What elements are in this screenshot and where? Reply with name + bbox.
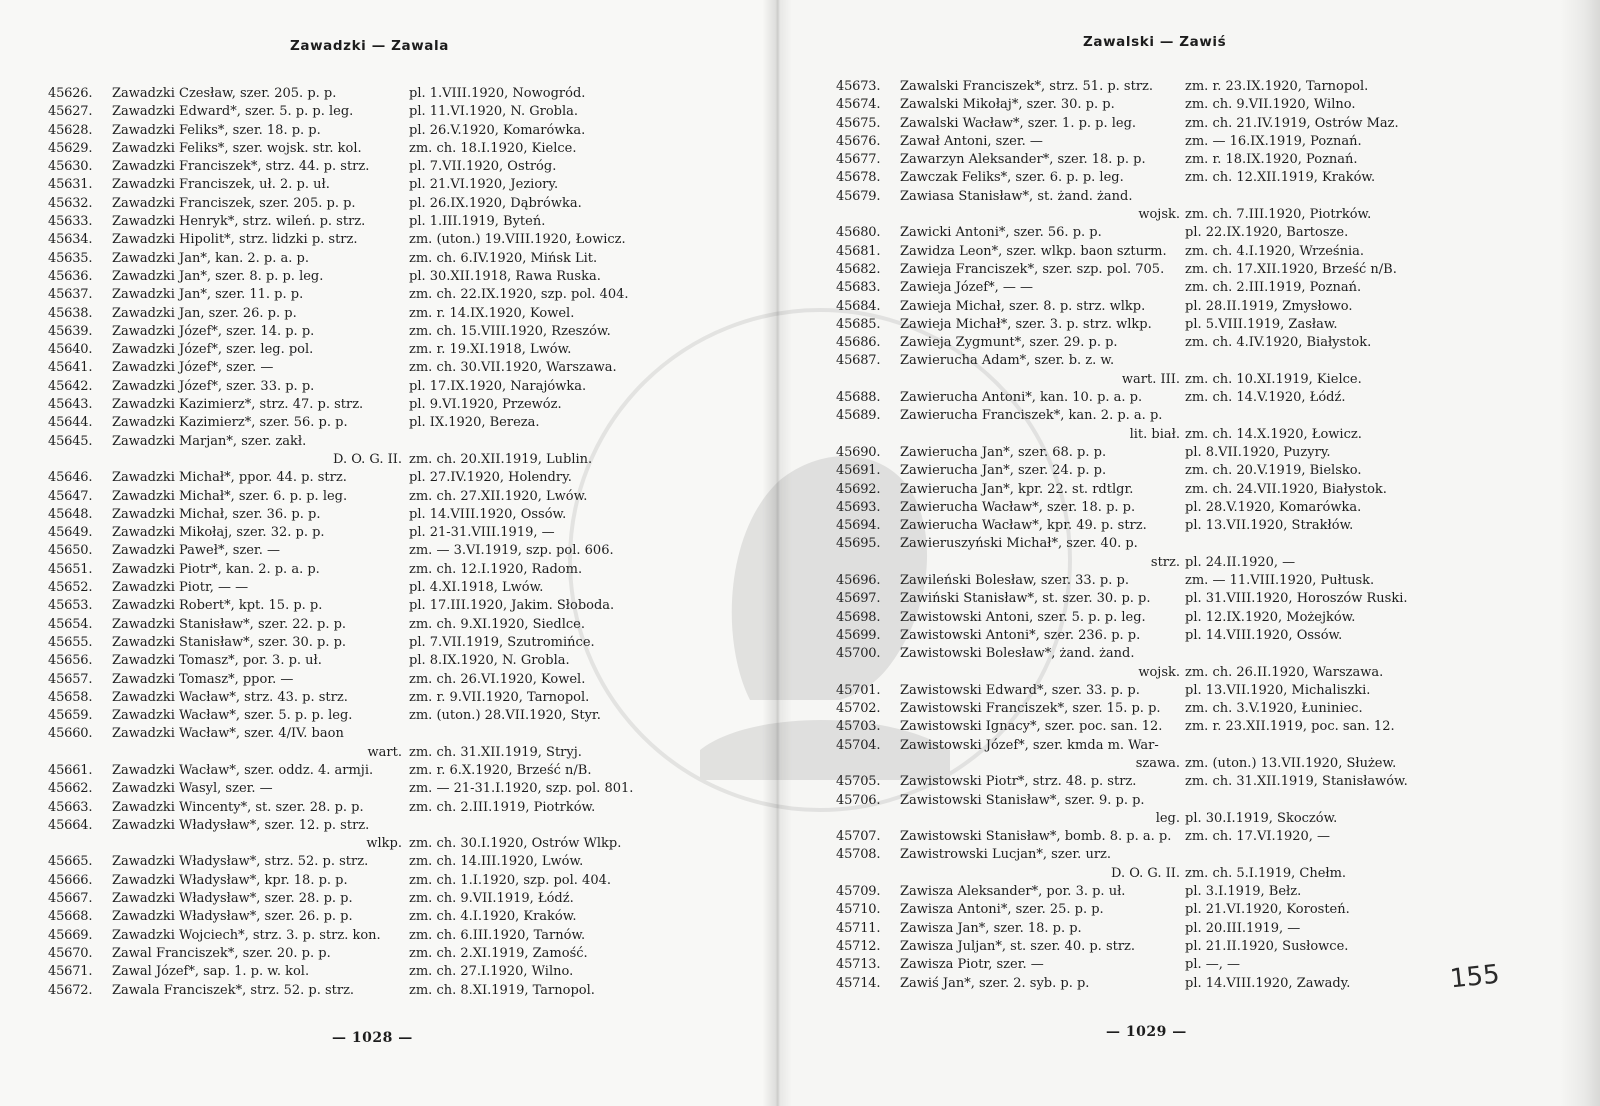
entry-name: Zawadzki Władysław*, strz. 52. p. strz. xyxy=(112,854,369,870)
page-number-left: — 1028 — xyxy=(332,1030,413,1046)
entry-number: 45647. xyxy=(48,488,93,504)
entry-fate: zm. ch. 7.III.1920, Piotrków. xyxy=(1185,207,1372,223)
entry-number: 45683. xyxy=(836,280,881,296)
entry-fate: pl. 26.V.1920, Komarówka. xyxy=(409,122,586,138)
entry-fate: zm. ch. 5.I.1919, Chełm. xyxy=(1185,865,1347,881)
entry-name: Zawistrowski Lucjan*, szer. urz. xyxy=(900,847,1112,863)
entry-number: 45714. xyxy=(836,975,881,991)
entry-fate: zm. (uton.) 28.VII.1920, Styr. xyxy=(409,708,601,724)
entry-name: Zawieja Józef*, — — xyxy=(900,280,1033,296)
entry-number: 45696. xyxy=(836,573,881,589)
entry-fate: zm. ch. 9.VII.1919, Łódź. xyxy=(409,891,574,907)
entry-name: Zawisza Aleksander*, por. 3. p. uł. xyxy=(900,884,1126,900)
entry-number: 45678. xyxy=(836,170,881,186)
entry-number: 45638. xyxy=(48,305,93,321)
entry-fate: pl. 30.XII.1918, Rawa Ruska. xyxy=(409,268,601,284)
entry-number: 45676. xyxy=(836,133,881,149)
entry-fate: zm. ch. 27.XII.1920, Lwów. xyxy=(409,488,588,504)
entry-continuation-text: D. O. G. II. xyxy=(1111,865,1180,881)
entry-fate: zm. ch. 4.IV.1920, Białystok. xyxy=(1185,335,1372,351)
entry-name: Zawadzki Jan*, szer. 11. p. p. xyxy=(112,287,304,303)
entry-number: 45706. xyxy=(836,792,881,808)
entry-fate: pl. IX.1920, Bereza. xyxy=(409,415,540,431)
entry-name: Zawadzki Paweł*, szer. — xyxy=(112,543,280,559)
entry-fate: pl. 1.VIII.1920, Nowogród. xyxy=(409,86,586,101)
entry-name: Zawieja Michał, szer. 8. p. strz. wlkp. xyxy=(900,298,1146,314)
entry-name: Zawadzki Michał*, szer. 6. p. p. leg. xyxy=(112,488,348,504)
entry-name: Zawadzki Wacław*, szer. 4/IV. baon xyxy=(112,726,344,742)
handwritten-page-stamp: 155 xyxy=(1448,959,1502,995)
entry-name: Zawierucha Antoni*, kan. 10. p. a. p. xyxy=(900,390,1143,406)
entry-number: 45677. xyxy=(836,152,881,168)
entry-number: 45664. xyxy=(48,817,93,833)
entry-number: 45670. xyxy=(48,945,93,961)
entry-fate: pl. 13.VII.1920, Michaliszki. xyxy=(1185,682,1371,698)
entry-name: Zawal Józef*, sap. 1. p. w. kol. xyxy=(112,964,310,980)
entry-number: 45681. xyxy=(836,243,881,259)
entry-fate: zm. ch. 3.V.1920, Łuniniec. xyxy=(1185,701,1363,717)
entry-continuation-text: wart. III. xyxy=(1121,371,1180,387)
entry-fate: zm. ch. 14.V.1920, Łódź. xyxy=(1185,390,1346,406)
entry-name: Zawistowski Stanisław*, szer. 9. p. p. xyxy=(900,792,1145,808)
entry-fate: zm. ch. 10.XI.1919, Kielce. xyxy=(1185,371,1362,387)
entry-number: 45698. xyxy=(836,609,881,625)
entry-name: Zawileński Bolesław, szer. 33. p. p. xyxy=(900,573,1129,589)
entry-number: 45680. xyxy=(836,225,881,241)
entry-number: 45703. xyxy=(836,719,881,735)
entry-fate: zm. r. 23.IX.1920, Tarnopol. xyxy=(1185,79,1369,94)
entry-number: 45631. xyxy=(48,177,93,193)
entry-fate: zm. — 21-31.I.1920, szp. pol. 801. xyxy=(409,781,634,797)
left-page xyxy=(0,0,778,1106)
entry-fate: zm. ch. 1.I.1920, szp. pol. 404. xyxy=(409,872,612,888)
entry-fate: pl. 31.VIII.1920, Horoszów Ruski. xyxy=(1185,591,1408,607)
entry-number: 45697. xyxy=(836,591,881,607)
entry-number: 45636. xyxy=(48,268,93,284)
entry-number: 45713. xyxy=(836,957,881,973)
entry-name: Zawalski Wacław*, szer. 1. p. p. leg. xyxy=(900,115,1137,131)
entry-fate: pl. 5.VIII.1919, Zasław. xyxy=(1185,316,1338,332)
entry-number: 45643. xyxy=(48,397,93,413)
entry-fate: pl. —, — xyxy=(1185,957,1241,973)
entry-number: 45708. xyxy=(836,847,881,863)
entry-fate: zm. ch. 15.VIII.1920, Rzeszów. xyxy=(409,323,611,339)
entry-fate: pl. 13.VII.1920, Strakłów. xyxy=(1185,518,1354,534)
entry-fate: zm. ch. 2.XI.1919, Zamość. xyxy=(409,945,588,961)
entry-name: Zawistowski Franciszek*, szer. 15. p. p. xyxy=(900,701,1161,717)
entry-number: 45684. xyxy=(836,298,881,314)
entry-number: 45644. xyxy=(48,415,93,431)
entry-name: Zawala Franciszek*, strz. 52. p. strz. xyxy=(112,982,355,998)
entry-name: Zawadzki Kazimierz*, szer. 56. p. p. xyxy=(112,415,348,431)
entry-fate: pl. 24.II.1920, — xyxy=(1185,554,1296,570)
entry-name: Zawistowski Piotr*, strz. 48. p. strz. xyxy=(900,774,1137,790)
entry-number: 45626. xyxy=(48,86,93,101)
entry-fate: zm. — 11.VIII.1920, Pułtusk. xyxy=(1185,573,1375,589)
entry-fate: zm. ch. 4.I.1920, Września. xyxy=(1185,243,1364,259)
entry-name: Zawadzki Piotr, — — xyxy=(112,580,249,596)
entry-name: Zawadzki Wasyl, szer. — xyxy=(112,781,273,797)
entry-number: 45702. xyxy=(836,701,881,717)
entry-fate: zm. ch. 20.XII.1919, Lublin. xyxy=(409,451,593,467)
entry-fate: zm. ch. 2.III.1919, Poznań. xyxy=(1185,280,1362,296)
entry-name: Zawadzki Józef*, szer. 14. p. p. xyxy=(112,323,315,339)
entry-fate: zm. r. 23.XII.1919, poc. san. 12. xyxy=(1185,719,1395,735)
entry-name: Zawadzki Stanisław*, szer. 30. p. p. xyxy=(112,634,347,650)
entry-name: Zawierucha Wacław*, szer. 18. p. p. xyxy=(900,499,1136,515)
entry-fate: pl. 21-31.VIII.1919, — xyxy=(409,525,555,541)
entry-number: 45661. xyxy=(48,762,93,778)
page-heading-right: Zawalski — Zawiś xyxy=(1083,34,1227,50)
entry-fate: zm. (uton.) 19.VIII.1920, Łowicz. xyxy=(409,232,626,248)
entry-number: 45674. xyxy=(836,97,881,113)
entry-number: 45672. xyxy=(48,982,93,998)
entry-fate: pl. 17.III.1920, Jakim. Słoboda. xyxy=(409,598,615,614)
entry-number: 45627. xyxy=(48,104,93,120)
entry-number: 45671. xyxy=(48,964,93,980)
entry-continuation-text: D. O. G. II. xyxy=(333,451,402,467)
entry-number: 45662. xyxy=(48,781,93,797)
entry-fate: zm. ch. 30.VII.1920, Warszawa. xyxy=(409,360,617,376)
entry-number: 45712. xyxy=(836,938,881,954)
entry-number: 45639. xyxy=(48,323,93,339)
entry-number: 45654. xyxy=(48,616,93,632)
entry-fate: zm. ch. 4.I.1920, Kraków. xyxy=(409,909,577,925)
entry-number: 45632. xyxy=(48,195,93,211)
entry-continuation-text: wojsk. xyxy=(1138,207,1180,223)
entry-fate: zm. r. 9.VII.1920, Tarnopol. xyxy=(409,689,590,705)
entry-fate: pl. 26.IX.1920, Dąbrówka. xyxy=(409,195,582,211)
entry-name: Zawadzki Wojciech*, strz. 3. p. strz. kon. xyxy=(112,927,381,943)
entry-continuation-text: leg. xyxy=(1155,810,1180,826)
entry-number: 45688. xyxy=(836,390,881,406)
entry-fate: pl. 21.VI.1920, Jeziory. xyxy=(409,177,559,193)
entry-number: 45657. xyxy=(48,671,93,687)
entry-continuation-text: wlkp. xyxy=(366,836,402,852)
entry-fate: zm. ch. 18.I.1920, Kielce. xyxy=(409,140,577,156)
entry-fate: zm. ch. 17.XII.1920, Brześć n/B. xyxy=(1185,261,1397,277)
entry-name: Zawadzki Władysław*, szer. 28. p. p. xyxy=(112,891,353,907)
entry-fate: zm. ch. 6.IV.1920, Mińsk Lit. xyxy=(409,250,598,266)
entry-number: 45675. xyxy=(836,115,881,131)
entry-continuation-text: wart. xyxy=(367,744,402,760)
entry-name: Zawistowski Antoni*, szer. 236. p. p. xyxy=(900,627,1141,643)
entry-number: 45679. xyxy=(836,188,881,204)
entry-name: Zawadzki Michał*, ppor. 44. p. strz. xyxy=(112,470,347,486)
entry-fate: zm. ch. 21.IV.1919, Ostrów Maz. xyxy=(1185,115,1399,131)
entry-fate: pl. 27.IV.1920, Holendry. xyxy=(409,470,572,486)
entry-number: 45663. xyxy=(48,799,93,815)
entry-number: 45667. xyxy=(48,891,93,907)
entry-name: Zawierucha Wacław*, kpr. 49. p. strz. xyxy=(900,518,1147,534)
right-page xyxy=(778,0,1600,1106)
entry-name: Zawierucha Jan*, szer. 24. p. p. xyxy=(900,463,1107,479)
entry-name: Zawadzki Tomasz*, por. 3. p. uł. xyxy=(112,653,322,669)
entry-name: Zawieja Michał*, szer. 3. p. strz. wlkp. xyxy=(900,316,1152,332)
entry-fate: pl. 11.VI.1920, N. Grobla. xyxy=(409,104,579,120)
entry-name: Zawadzki Władysław*, szer. 12. p. strz. xyxy=(112,817,370,833)
entry-name: Zawierucha Jan*, kpr. 22. st. rdtlgr. xyxy=(900,481,1134,497)
entry-fate: pl. 4.XI.1918, Lwów. xyxy=(409,580,544,596)
entry-fate: zm. ch. 26.II.1920, Warszawa. xyxy=(1185,664,1384,680)
entry-name: Zawieruszyński Michał*, szer. 40. p. xyxy=(900,536,1138,552)
entry-number: 45694. xyxy=(836,518,881,534)
entry-name: Zawadzki Michał, szer. 36. p. p. xyxy=(112,506,321,522)
entry-fate: zm. ch. 12.I.1920, Radom. xyxy=(409,561,583,577)
entry-fate: zm. ch. 17.VI.1920, — xyxy=(1185,829,1331,845)
entry-name: Zawadzki Jan*, kan. 2. p. a. p. xyxy=(112,250,309,266)
entry-number: 45692. xyxy=(836,481,881,497)
entry-number: 45673. xyxy=(836,79,881,94)
entry-number: 45705. xyxy=(836,774,881,790)
entry-name: Zawalski Mikołaj*, szer. 30. p. p. xyxy=(900,97,1115,113)
entry-name: Zawidza Leon*, szer. wlkp. baon szturm. xyxy=(900,243,1167,259)
entry-name: Zawistowski Bolesław*, żand. żand. xyxy=(900,646,1135,662)
entry-name: Zawadzki Piotr*, kan. 2. p. a. p. xyxy=(112,561,320,577)
entry-name: Zawalski Franciszek*, strz. 51. p. strz. xyxy=(900,79,1154,94)
entry-name: Zawadzki Mikołaj, szer. 32. p. p. xyxy=(112,525,325,541)
entry-number: 45641. xyxy=(48,360,93,376)
entry-number: 45652. xyxy=(48,580,93,596)
entry-fate: pl. 12.IX.1920, Możejków. xyxy=(1185,609,1356,625)
entry-fate: pl. 28.V.1920, Komarówka. xyxy=(1185,499,1362,515)
entry-name: Zawadzki Henryk*, strz. wileń. p. strz. xyxy=(112,214,366,230)
entry-continuation-text: strz. xyxy=(1150,554,1180,570)
entry-fate: pl. 7.VII.1919, Szutromińce. xyxy=(409,634,595,650)
entry-name: Zawadzki Edward*, szer. 5. p. p. leg. xyxy=(112,104,354,120)
entry-fate: pl. 21.II.1920, Susłowce. xyxy=(1185,938,1349,954)
entry-number: 45711. xyxy=(836,920,881,936)
entry-name: Zawadzki Feliks*, szer. 18. p. p. xyxy=(112,122,321,138)
entry-name: Zawierucha Franciszek*, kan. 2. p. a. p. xyxy=(900,408,1163,424)
entry-fate: pl. 7.VII.1920, Ostróg. xyxy=(409,159,557,175)
entry-fate: zm. r. 19.XI.1918, Lwów. xyxy=(409,342,572,358)
entry-name: Zawadzki Marjan*, szer. zakł. xyxy=(112,433,307,449)
entry-number: 45704. xyxy=(836,737,881,753)
entry-fate: pl. 21.VI.1920, Korosteń. xyxy=(1185,902,1350,918)
book-gutter xyxy=(762,0,792,1106)
entry-name: Zawadzki Władysław*, kpr. 18. p. p. xyxy=(112,872,348,888)
entry-number: 45695. xyxy=(836,536,881,552)
entry-name: Zawadzki Wacław*, szer. 5. p. p. leg. xyxy=(112,708,353,724)
entry-name: Zawisza Jan*, szer. 18. p. p. xyxy=(900,920,1082,936)
entry-number: 45701. xyxy=(836,682,881,698)
entry-fate: zm. ch. 30.I.1920, Ostrów Wlkp. xyxy=(409,836,622,852)
entry-number: 45640. xyxy=(48,342,93,358)
entry-number: 45682. xyxy=(836,261,881,277)
entry-number: 45700. xyxy=(836,646,881,662)
entry-number: 45707. xyxy=(836,829,881,845)
entry-number: 45629. xyxy=(48,140,93,156)
entry-name: Zawiasa Stanisław*, st. żand. żand. xyxy=(900,188,1133,204)
entry-number: 45690. xyxy=(836,444,881,460)
entry-fate: pl. 17.IX.1920, Narajówka. xyxy=(409,378,587,394)
entry-number: 45653. xyxy=(48,598,93,614)
entry-name: Zawadzki Stanisław*, szer. 22. p. p. xyxy=(112,616,347,632)
entry-name: Zawał Antoni, szer. — xyxy=(900,133,1043,149)
entry-number: 45656. xyxy=(48,653,93,669)
entry-fate: pl. 1.III.1919, Byteń. xyxy=(409,214,546,230)
page-number-right: — 1029 — xyxy=(1106,1024,1187,1040)
entry-fate: zm. r. 14.IX.1920, Kowel. xyxy=(409,305,575,321)
entry-name: Zawadzki Józef*, szer. — xyxy=(112,360,274,376)
entry-number: 45709. xyxy=(836,884,881,900)
entry-number: 45628. xyxy=(48,122,93,138)
entry-name: Zawisza Piotr, szer. — xyxy=(900,957,1044,973)
entry-number: 45686. xyxy=(836,335,881,351)
entry-number: 45699. xyxy=(836,627,881,643)
entry-fate: pl. 22.IX.1920, Bartosze. xyxy=(1185,225,1349,241)
entry-number: 45633. xyxy=(48,214,93,230)
entry-name: Zawisza Juljan*, st. szer. 40. p. strz. xyxy=(900,938,1136,954)
entry-name: Zawarzyn Aleksander*, szer. 18. p. p. xyxy=(900,152,1146,168)
entry-name: Zawadzki Wacław*, szer. oddz. 4. armji. xyxy=(112,762,374,778)
entry-fate: zm. ch. 31.XII.1919, Stryj. xyxy=(409,744,582,760)
entry-name: Zawadzki Czesław, szer. 205. p. p. xyxy=(112,86,337,101)
entry-name: Zawczak Feliks*, szer. 6. p. p. leg. xyxy=(900,170,1124,186)
entry-number: 45685. xyxy=(836,316,881,332)
entry-name: Zawadzki Franciszek, szer. 205. p. p. xyxy=(112,195,356,211)
entry-name: Zawadzki Franciszek, uł. 2. p. uł. xyxy=(112,177,330,193)
entry-fate: zm. ch. 8.XI.1919, Tarnopol. xyxy=(409,982,595,998)
entry-name: Zawadzki Wincenty*, st. szer. 28. p. p. xyxy=(112,799,364,815)
entry-number: 45666. xyxy=(48,872,93,888)
entry-name: Zawadzki Hipolit*, strz. lidzki p. strz. xyxy=(112,232,358,248)
entry-name: Zawistowski Edward*, szer. 33. p. p. xyxy=(900,682,1140,698)
entry-fate: pl. 20.III.1919, — xyxy=(1185,920,1301,936)
entry-name: Zawadzki Józef*, szer. 33. p. p. xyxy=(112,378,315,394)
entry-number: 45635. xyxy=(48,250,93,266)
entry-fate: pl. 8.IX.1920, N. Grobla. xyxy=(409,653,570,669)
entry-number: 45655. xyxy=(48,634,93,650)
entry-name: Zawadzki Tomasz*, ppor. — xyxy=(112,671,294,687)
entry-name: Zawadzki Jan*, szer. 8. p. p. leg. xyxy=(112,268,324,284)
entry-number: 45658. xyxy=(48,689,93,705)
entry-number: 45642. xyxy=(48,378,93,394)
entry-name: Zawierucha Adam*, szer. b. z. w. xyxy=(900,353,1115,369)
entry-number: 45710. xyxy=(836,902,881,918)
entry-number: 45650. xyxy=(48,543,93,559)
entry-number: 45691. xyxy=(836,463,881,479)
entry-fate: zm. ch. 12.XII.1919, Kraków. xyxy=(1185,170,1376,186)
entry-number: 45649. xyxy=(48,525,93,541)
entry-fate: zm. ch. 27.I.1920, Wilno. xyxy=(409,964,574,980)
entry-number: 45669. xyxy=(48,927,93,943)
entry-name: Zawadzki Józef*, szer. leg. pol. xyxy=(112,342,314,358)
entry-fate: zm. ch. 9.XI.1920, Siedlce. xyxy=(409,616,585,632)
entry-number: 45689. xyxy=(836,408,881,424)
entry-name: Zawistowski Józef*, szer. kmda m. War- xyxy=(900,737,1159,753)
entry-fate: pl. 28.II.1919, Zmysłowo. xyxy=(1185,298,1353,314)
entry-name: Zawiś Jan*, szer. 2. syb. p. p. xyxy=(900,975,1090,991)
entry-fate: zm. ch. 24.VII.1920, Białystok. xyxy=(1185,481,1387,497)
entry-fate: zm. — 3.VI.1919, szp. pol. 606. xyxy=(409,543,614,559)
entry-fate: zm. ch. 22.IX.1920, szp. pol. 404. xyxy=(409,287,629,303)
entry-continuation-text: lit. biał. xyxy=(1129,426,1180,442)
entry-fate: zm. (uton.) 13.VII.1920, Służew. xyxy=(1185,755,1397,771)
entry-name: Zawistowski Ignacy*, szer. poc. san. 12. xyxy=(900,719,1163,735)
entry-name: Zawisza Antoni*, szer. 25. p. p. xyxy=(900,902,1104,918)
entry-number: 45668. xyxy=(48,909,93,925)
page-edge-shadow xyxy=(1560,0,1600,1106)
entry-fate: pl. 3.I.1919, Bełz. xyxy=(1185,884,1302,900)
entry-name: Zawadzki Robert*, kpt. 15. p. p. xyxy=(112,598,323,614)
entry-name: Zawadzki Wacław*, strz. 43. p. strz. xyxy=(112,689,348,705)
entry-number: 45648. xyxy=(48,506,93,522)
entry-fate: pl. 9.VI.1920, Przewóz. xyxy=(409,397,562,413)
entry-name: Zawiński Stanisław*, st. szer. 30. p. p. xyxy=(900,591,1151,607)
entry-fate: zm. ch. 2.III.1919, Piotrków. xyxy=(409,799,596,815)
entry-name: Zawistowski Antoni, szer. 5. p. p. leg. xyxy=(900,609,1146,625)
entry-name: Zawistowski Stanisław*, bomb. 8. p. a. p. xyxy=(900,829,1172,845)
entry-number: 45665. xyxy=(48,854,93,870)
entry-fate: zm. ch. 31.XII.1919, Stanisławów. xyxy=(1185,774,1408,790)
entry-name: Zawieja Franciszek*, szer. szp. pol. 705. xyxy=(900,261,1165,277)
entry-fate: pl. 8.VII.1920, Puzyry. xyxy=(1185,444,1331,460)
entry-number: 45693. xyxy=(836,499,881,515)
entry-fate: zm. r. 18.IX.1920, Poznań. xyxy=(1185,152,1358,168)
entry-number: 45630. xyxy=(48,159,93,175)
entry-number: 45645. xyxy=(48,433,93,449)
entry-name: Zawicki Antoni*, szer. 56. p. p. xyxy=(900,225,1102,241)
entry-number: 45651. xyxy=(48,561,93,577)
entry-fate: zm. ch. 9.VII.1920, Wilno. xyxy=(1185,97,1356,113)
entry-fate: zm. ch. 20.V.1919, Bielsko. xyxy=(1185,463,1362,479)
entry-name: Zawierucha Jan*, szer. 68. p. p. xyxy=(900,444,1107,460)
entry-name: Zawadzki Jan, szer. 26. p. p. xyxy=(112,305,297,321)
entry-fate: zm. ch. 26.VI.1920, Kowel. xyxy=(409,671,586,687)
entry-number: 45637. xyxy=(48,287,93,303)
entry-fate: pl. 14.VIII.1920, Ossów. xyxy=(409,506,567,522)
entry-name: Zawal Franciszek*, szer. 20. p. p. xyxy=(112,945,331,961)
entry-name: Zawadzki Feliks*, szer. wojsk. str. kol. xyxy=(112,140,362,156)
entry-fate: zm. — 16.IX.1919, Poznań. xyxy=(1185,133,1362,149)
entry-fate: zm. ch. 6.III.1920, Tarnów. xyxy=(409,927,586,943)
entry-fate: zm. r. 6.X.1920, Brześć n/B. xyxy=(409,762,592,778)
entry-name: Zawadzki Franciszek*, strz. 44. p. strz. xyxy=(112,159,370,175)
page-heading-left: Zawadzki — Zawala xyxy=(290,38,449,54)
entry-continuation-text: wojsk. xyxy=(1138,664,1180,680)
entry-fate: zm. ch. 14.X.1920, Łowicz. xyxy=(1185,426,1362,442)
entry-name: Zawadzki Kazimierz*, strz. 47. p. strz. xyxy=(112,397,364,413)
entry-number: 45687. xyxy=(836,353,881,369)
entry-number: 45660. xyxy=(48,726,93,742)
entry-number: 45659. xyxy=(48,708,93,724)
entry-name: Zawadzki Władysław*, szer. 26. p. p. xyxy=(112,909,353,925)
entry-fate: zm. ch. 14.III.1920, Lwów. xyxy=(409,854,584,870)
entry-continuation-text: szawa. xyxy=(1135,755,1180,771)
entry-fate: pl. 30.I.1919, Skoczów. xyxy=(1185,810,1338,826)
entry-number: 45634. xyxy=(48,232,93,248)
entry-number: 45646. xyxy=(48,470,93,486)
entry-name: Zawieja Zygmunt*, szer. 29. p. p. xyxy=(900,335,1118,351)
entry-fate: pl. 14.VIII.1920, Zawady. xyxy=(1185,975,1351,991)
entry-fate: pl. 14.VIII.1920, Ossów. xyxy=(1185,627,1343,643)
